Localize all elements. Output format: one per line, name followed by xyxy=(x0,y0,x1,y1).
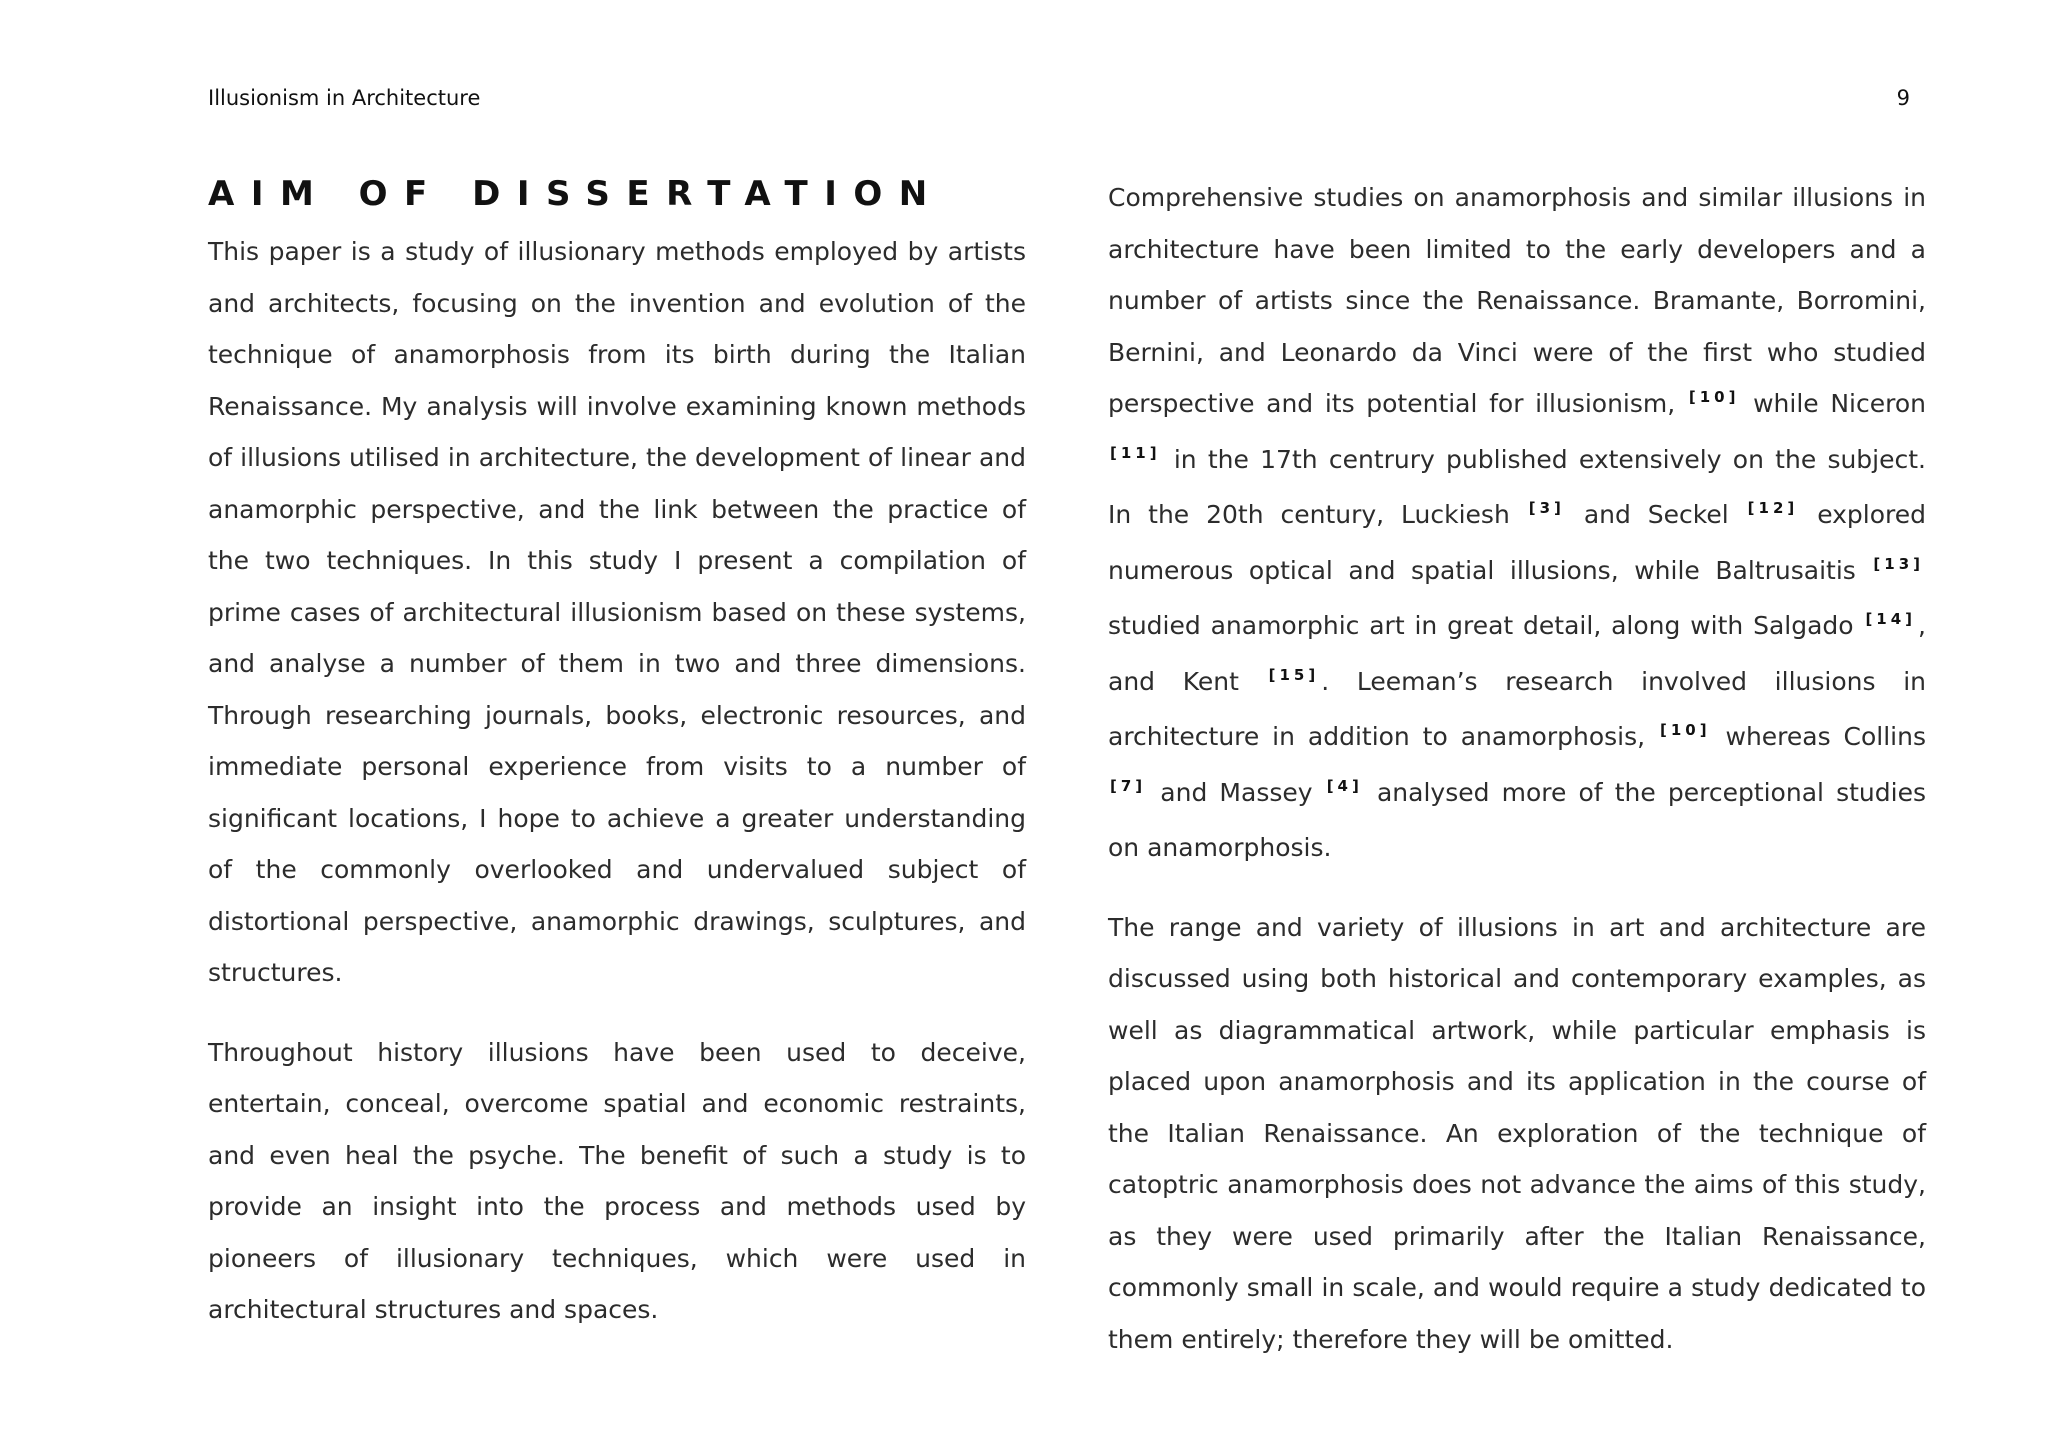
text-run: and Seckel xyxy=(1583,500,1729,529)
section-title: AIM OF DISSERTATION xyxy=(208,174,944,214)
left-column xyxy=(208,172,1026,1364)
citation-marker: [14] xyxy=(1865,610,1917,628)
text-run: analysed more of the perceptional studies on anamorphosis. xyxy=(1108,777,1926,862)
text-run: explored numerous optical and spatial illusions, while Baltrusaitis xyxy=(1108,500,1927,585)
left-paragraph-2: Throughout history illusions have been used to deceive, entertain, conceal, overcome spatial and economic restraints, and even heal the psyche. The benefit of such a study is to provide an insight into the process and methods used by pioneers of illusionary techniques, which were used in architectural structures and spaces. xyxy=(208,1037,1026,1324)
text-run: in the 17th centrury published extensively on the subject. In the 20th century, Luckiesh xyxy=(1108,444,1926,529)
citation-marker: [10] xyxy=(1659,721,1711,739)
left-paragraph-1: This paper is a study of illusionary methods employed by artists and architects, focusing on the invention and evolution of the technique of anamorphosis from its birth during the Italian Renaissance. My analysis will involve examining known methods of illusions utilised in architecture, the development of linear and anamorphic perspective, and the link between the practice of the two techniques. In this study I present a compilation of prime cases of architectural illusionism based on these systems, and analyse a number of them in two and three dimensions. Through researching journals, books, electronic resources, and immediate personal experience from visits to a number of significant locations, I hope to achieve a greater understanding of the commonly overlooked and undervalued subject of distortional perspective, anamorphic drawings, sculptures, and structures. xyxy=(208,237,1026,987)
citation-marker: [4] xyxy=(1326,776,1363,795)
citation-marker: [10] xyxy=(1688,388,1740,406)
text-run: . Leeman’s research involved illusions in architecture in addition to anamorphosis, xyxy=(1108,666,1926,751)
text-run: studied anamorphic art in great detail, along with Salgado xyxy=(1108,611,1854,640)
text-run: Comprehensive studies on anamorphosis and similar illusions in architecture have been limited to the early developers and a number of artists since the Renaissance. Bramante, Borromini, Bernini, and Leonardo da Vinci were of the first who studied perspective and its potential for illusionism, xyxy=(1108,183,1926,418)
citation-marker: [7] xyxy=(1110,776,1147,795)
running-header-title: Illusionism in Architecture xyxy=(208,86,481,110)
right-paragraph-1 xyxy=(1108,172,1926,874)
text-run: and Massey xyxy=(1160,777,1313,807)
citation-marker: [11] xyxy=(1110,443,1161,462)
text-run: , and Kent xyxy=(1108,611,1926,696)
right-paragraph-2: The range and variety of illusions in art and architecture are discussed using both historical and contemporary examples, as well as diagrammatical artwork, while particular emphasis is placed upon anamorphosis and its application in the course of the Italian Renaissance. An exploration of the technique of catoptric anamorphosis does not advance the aims of this study, as they were used primarily after the Italian Renaissance, commonly small in scale, and would require a study dedicated to them entirely; therefore they will be omitted. xyxy=(1108,912,1926,1354)
citation-marker: [3] xyxy=(1528,499,1565,517)
citation-marker: [12] xyxy=(1747,499,1799,517)
citation-marker: [15] xyxy=(1268,665,1320,684)
right-column xyxy=(1108,172,1926,1393)
text-run: while Niceron xyxy=(1753,389,1926,418)
text-run: whereas Collins xyxy=(1725,722,1926,751)
citation-marker: [13] xyxy=(1873,554,1925,573)
page-number: 9 xyxy=(1896,86,1910,110)
